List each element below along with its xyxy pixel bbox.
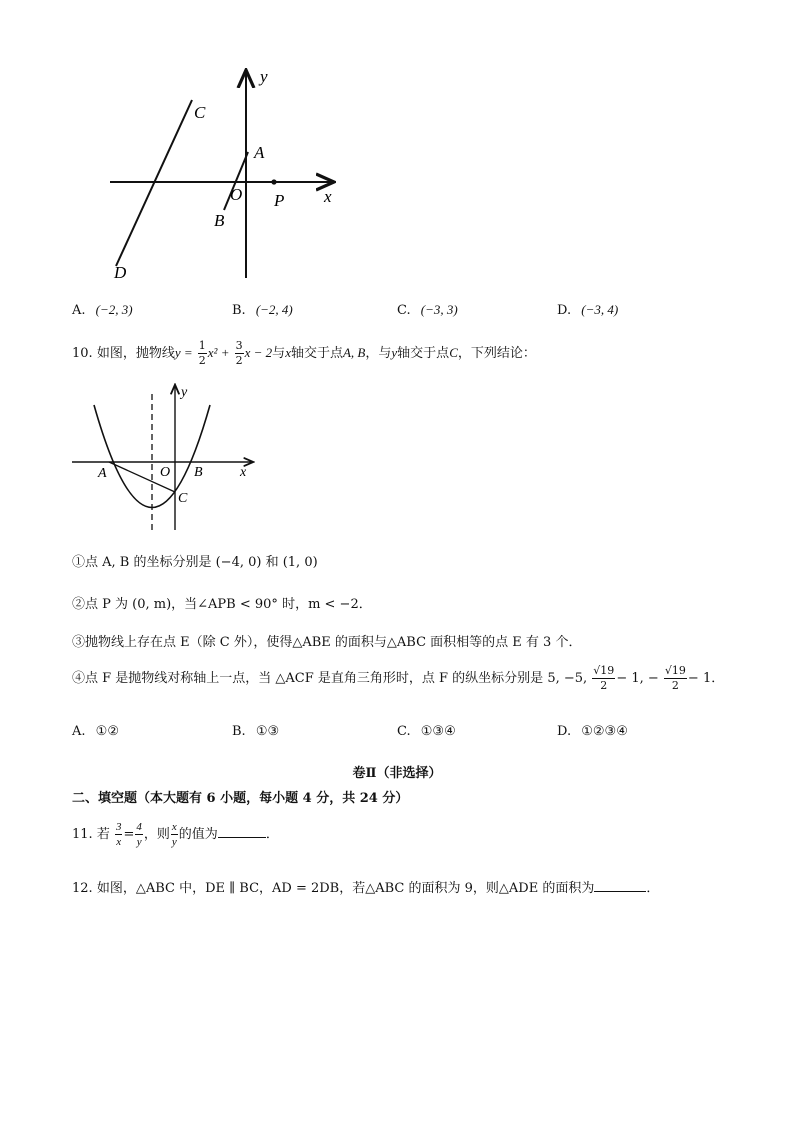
label-b: B bbox=[214, 211, 225, 230]
math-symbol: y bbox=[391, 345, 398, 360]
label-x: x bbox=[240, 465, 247, 480]
option-value: (−2, 4) bbox=[255, 302, 293, 317]
label-c: C bbox=[194, 103, 206, 122]
numerator: √19 bbox=[593, 664, 615, 677]
math-symbol: x bbox=[285, 345, 291, 360]
equation-lhs: y = bbox=[174, 345, 193, 360]
fraction bbox=[198, 339, 207, 368]
fraction bbox=[664, 664, 687, 693]
stem-text: 轴交于点 bbox=[290, 346, 343, 361]
label-p: P bbox=[274, 191, 285, 210]
question-number: 11. bbox=[72, 827, 93, 842]
stem-text: ． bbox=[646, 881, 660, 896]
fraction bbox=[592, 664, 615, 693]
equation-term: x² + bbox=[207, 345, 230, 360]
statement-text: − 1, − bbox=[616, 671, 659, 686]
math-symbol: C bbox=[449, 345, 458, 360]
stem-text: 与 bbox=[272, 346, 286, 361]
stem-text: ，则 bbox=[143, 827, 170, 842]
section-heading: 二、填空题（本大题有 6 小题，每小题 4 分，共 24 分） bbox=[72, 791, 409, 806]
statement-1: ①点 A, B 的坐标分别是 (−4, 0) 和 (1, 0) bbox=[72, 555, 318, 570]
math-symbol: = bbox=[123, 827, 135, 842]
option-letter: D. bbox=[557, 724, 572, 739]
statement-4 bbox=[72, 664, 724, 694]
option-letter: A. bbox=[72, 303, 86, 318]
numerator: 3 bbox=[115, 821, 122, 833]
answer-blank[interactable] bbox=[218, 825, 266, 838]
math-symbol: A, B bbox=[342, 345, 366, 360]
denominator: y bbox=[136, 836, 142, 848]
label-a: A bbox=[254, 143, 265, 162]
stem-text: ． bbox=[265, 827, 279, 842]
option-value: ①③④ bbox=[420, 724, 456, 739]
stem-text: ，下列结论： bbox=[457, 346, 536, 361]
statement-3: ③抛物线上存在点 E（除 C 外），使得△ABE 的面积与△ABC 面积相等的点 E 有 3 个． bbox=[72, 635, 582, 650]
option-value: ①② bbox=[95, 724, 119, 739]
fraction bbox=[115, 820, 123, 849]
point-p bbox=[271, 179, 276, 184]
label-o: O bbox=[160, 465, 171, 480]
q9-option-b bbox=[232, 302, 293, 318]
denominator: 2 bbox=[600, 679, 608, 692]
label-c: C bbox=[178, 491, 188, 506]
option-value: (−3, 4) bbox=[581, 302, 619, 317]
option-letter: C. bbox=[397, 303, 411, 318]
q10-option-a bbox=[72, 724, 119, 739]
denominator: y bbox=[171, 836, 177, 848]
stem-text: 若 bbox=[96, 827, 110, 842]
numerator: x bbox=[171, 821, 177, 833]
stem-text: 如图，抛物线 bbox=[96, 346, 175, 361]
option-letter: C. bbox=[397, 724, 411, 739]
stem-text: ，与 bbox=[365, 346, 392, 361]
question-number: 12. bbox=[72, 881, 93, 896]
fraction bbox=[135, 820, 143, 849]
label-x: x bbox=[324, 187, 332, 206]
statement-text: − 1． bbox=[687, 671, 725, 686]
label-y: y bbox=[260, 67, 268, 86]
numerator: 3 bbox=[235, 339, 243, 352]
q11 bbox=[72, 818, 279, 852]
stem-text: 轴交于点 bbox=[397, 346, 450, 361]
statement-text: ④点 F 是抛物线对称轴上一点，当 △ACF 是直角三角形时，点 F 的纵坐标分别是 5, −5, bbox=[72, 671, 588, 686]
q10-option-b bbox=[232, 724, 279, 739]
question-number: 10. bbox=[72, 346, 93, 361]
option-letter: A. bbox=[72, 724, 86, 739]
option-value: ①③ bbox=[255, 724, 280, 739]
denominator: x bbox=[116, 836, 122, 848]
fraction bbox=[171, 820, 178, 849]
option-letter: D. bbox=[557, 303, 572, 318]
numerator: √19 bbox=[664, 664, 686, 677]
q12 bbox=[72, 877, 659, 896]
q9-figure bbox=[100, 60, 350, 285]
numerator: 1 bbox=[198, 339, 206, 352]
q9-option-d bbox=[557, 302, 618, 318]
statement-2: ②点 P 为 (0, m)，当∠APB < 90° 时，m < −2． bbox=[72, 597, 372, 612]
q9-option-a bbox=[72, 302, 133, 318]
volume-heading: 卷Ⅱ（非选择） bbox=[352, 766, 442, 781]
label-a: A bbox=[98, 466, 107, 481]
fraction bbox=[235, 339, 244, 368]
denominator: 2 bbox=[671, 679, 679, 692]
numerator: 4 bbox=[136, 821, 142, 833]
q10-option-c bbox=[397, 724, 456, 739]
option-value: ①②③④ bbox=[581, 724, 628, 739]
option-value: (−3, 3) bbox=[420, 302, 458, 317]
label-d: D bbox=[114, 263, 127, 282]
stem-text: 的值为 bbox=[178, 827, 218, 842]
label-o: O bbox=[230, 185, 243, 204]
equation-term: x − 2 bbox=[244, 345, 273, 360]
answer-blank[interactable] bbox=[594, 879, 646, 892]
stem-text: 如图，△ABC 中，DE ∥ BC，AD = 2DB，若△ABC 的面积为 9，则△ADE 的面积为 bbox=[96, 881, 595, 896]
q10-figure bbox=[68, 380, 258, 535]
denominator: 2 bbox=[235, 354, 243, 367]
option-letter: B. bbox=[232, 303, 246, 318]
option-value: (−2, 3) bbox=[95, 302, 133, 317]
option-letter: B. bbox=[232, 724, 246, 739]
label-b: B bbox=[194, 465, 203, 480]
q10-stem bbox=[72, 338, 536, 369]
denominator: 2 bbox=[198, 354, 206, 367]
q10-option-d bbox=[557, 724, 628, 739]
q9-option-c bbox=[397, 302, 458, 318]
label-y: y bbox=[181, 385, 188, 400]
